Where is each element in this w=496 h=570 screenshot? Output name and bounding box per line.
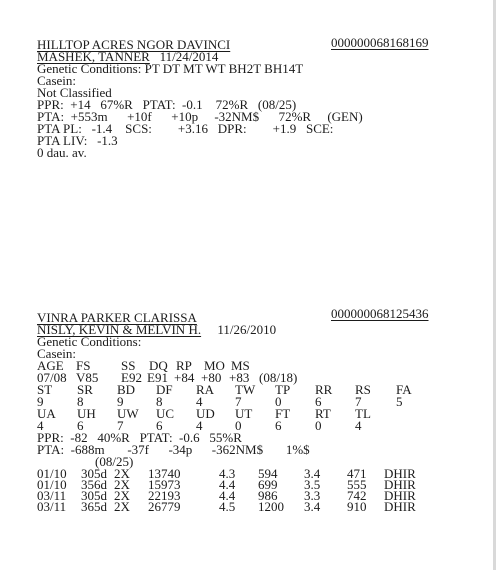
genetic-conditions: Genetic Conditions: PT DT MT WT BH2T BH14T	[37, 61, 304, 76]
lact-fat-pct: 4.3	[219, 466, 236, 481]
value-date: (08/18)	[259, 370, 298, 385]
animal-name: VINRA PARKER CLARISSA	[37, 310, 197, 325]
trait-value: 4	[37, 418, 44, 433]
trait-value: 6	[156, 418, 163, 433]
lact-protein-pct: 3.3	[304, 488, 321, 503]
trait-value: 7	[355, 394, 362, 409]
trait-value: 0	[235, 418, 242, 433]
lact-days: 365d	[81, 499, 107, 514]
trait-label: UA	[37, 406, 56, 421]
label-ms: MS	[231, 358, 250, 373]
trait-value: 0	[275, 394, 282, 409]
lact-fat: 1200	[258, 499, 284, 514]
birth-date: 11/24/2014	[159, 49, 219, 64]
trait-label: UD	[196, 406, 215, 421]
trait-value: 4	[196, 394, 203, 409]
value-age: 07/08	[37, 370, 67, 385]
trait-value: 5	[396, 394, 403, 409]
trait-label: FA	[396, 382, 412, 397]
lact-milk: 13740	[148, 466, 181, 481]
classification: Not Classified	[37, 85, 112, 100]
trait-label: TW	[235, 382, 256, 397]
label-ss: SS	[121, 358, 136, 373]
label-dq: DQ	[149, 358, 168, 373]
lact-source: DHIR	[384, 477, 416, 492]
label-mo: MO	[204, 358, 225, 373]
trait-value: 6	[315, 394, 322, 409]
lact-protein-pct: 3.4	[304, 499, 321, 514]
trait-label: UT	[235, 406, 253, 421]
trait-label: RS	[355, 382, 371, 397]
trait-value: 6	[275, 418, 282, 433]
trait-label: DF	[156, 382, 173, 397]
lact-date: 01/10	[37, 466, 67, 481]
trait-value: 9	[37, 394, 44, 409]
ppr-line: PPR: -82 40%R PTAT: -0.6 55%R	[37, 430, 242, 445]
value-ms: +83	[229, 370, 250, 385]
trait-label: ST	[37, 382, 53, 397]
lactation-row	[37, 500, 477, 512]
label-fs: FS	[76, 358, 91, 373]
trait-value: 8	[156, 394, 163, 409]
owner-name: NISLY, KEVIN & MELVIN H.	[37, 322, 202, 337]
lact-milking: 2X	[114, 488, 130, 503]
trait-label: FT	[275, 406, 291, 421]
pta-line: PTA: +553m +10f +10p -32NM$ 72%R (GEN)	[37, 109, 363, 124]
trait-value: 4	[355, 418, 362, 433]
lact-milking: 2X	[114, 499, 130, 514]
trait-value: 8	[77, 394, 84, 409]
traits-1-labels	[37, 383, 477, 395]
trait-value: 9	[117, 394, 124, 409]
lact-date: 01/10	[37, 477, 67, 492]
lact-days: 356d	[81, 477, 107, 492]
trait-label: TP	[275, 382, 291, 397]
traits-1-values	[37, 395, 477, 407]
trait-label: BD	[117, 382, 136, 397]
label-age: AGE	[37, 358, 64, 373]
birth-date: 11/26/2010	[217, 322, 277, 337]
ppr-line: PPR: +14 67%R PTAT: -0.1 72%R (08/25)	[37, 97, 297, 112]
lact-fat-pct: 4.5	[219, 499, 236, 514]
lact-source: DHIR	[384, 466, 416, 481]
lact-protein: 555	[347, 477, 367, 492]
value-mo: +80	[201, 370, 222, 385]
lact-fat-pct: 4.4	[219, 477, 236, 492]
lact-fat: 594	[258, 466, 278, 481]
trait-value: 6	[77, 418, 84, 433]
casein: Casein:	[37, 346, 76, 361]
pta-liv-line: PTA LIV: -1.3	[37, 133, 118, 148]
lact-fat-pct: 4.4	[219, 488, 236, 503]
pta-pl-line: PTA PL: -1.4 SCS: +3.16 DPR: +1.9 SCE:	[37, 121, 334, 136]
value-dq: E91	[147, 370, 168, 385]
lact-days: 305d	[81, 466, 107, 481]
pta-line: PTA: -688m -37f -34p -362NM$ 1%$	[37, 442, 310, 457]
trait-label: RT	[315, 406, 331, 421]
lact-source: DHIR	[384, 499, 416, 514]
trait-label: UH	[77, 406, 96, 421]
lact-source: DHIR	[384, 488, 416, 503]
trait-value: 0	[315, 418, 322, 433]
lact-protein: 742	[347, 488, 367, 503]
lact-milking: 2X	[114, 477, 130, 492]
lact-date: 03/11	[37, 488, 67, 503]
lact-protein: 910	[347, 499, 367, 514]
genetic-conditions: Genetic Conditions:	[37, 334, 142, 349]
registration-number: 000000068125436	[331, 306, 429, 321]
lact-date: 03/11	[37, 499, 67, 514]
trait-value: 7	[235, 394, 242, 409]
label-rp: RP	[176, 358, 192, 373]
trait-label: RA	[196, 382, 215, 397]
lact-protein-pct: 3.4	[304, 466, 321, 481]
trait-label: RR	[315, 382, 333, 397]
daughters-average: 0 dau. av.	[37, 145, 87, 160]
lact-days: 305d	[81, 488, 107, 503]
lact-milk: 26779	[148, 499, 181, 514]
trait-label: UC	[156, 406, 175, 421]
lact-milking: 2X	[114, 466, 130, 481]
value-ss: E92	[121, 370, 142, 385]
trait-label: SR	[77, 382, 93, 397]
casein: Casein:	[37, 73, 76, 88]
value-rp: +84	[174, 370, 195, 385]
owner-name: MASHEK, TANNER	[37, 49, 150, 64]
lact-milk: 22193	[148, 488, 181, 503]
lact-protein: 471	[347, 466, 367, 481]
lact-fat: 986	[258, 488, 278, 503]
lact-protein-pct: 3.5	[304, 477, 321, 492]
trait-label: UW	[117, 406, 139, 421]
animal-name: HILLTOP ACRES NGOR DAVINCI	[37, 37, 231, 52]
trait-value: 4	[196, 418, 203, 433]
pta-date: (08/25)	[95, 454, 134, 469]
trait-label: TL	[355, 406, 371, 421]
traits-2-labels	[37, 407, 477, 419]
registration-number: 000000068168169	[331, 35, 429, 50]
value-fs: V85	[76, 370, 99, 385]
lact-fat: 699	[258, 477, 278, 492]
trait-value: 7	[117, 418, 124, 433]
lact-milk: 15973	[148, 477, 181, 492]
